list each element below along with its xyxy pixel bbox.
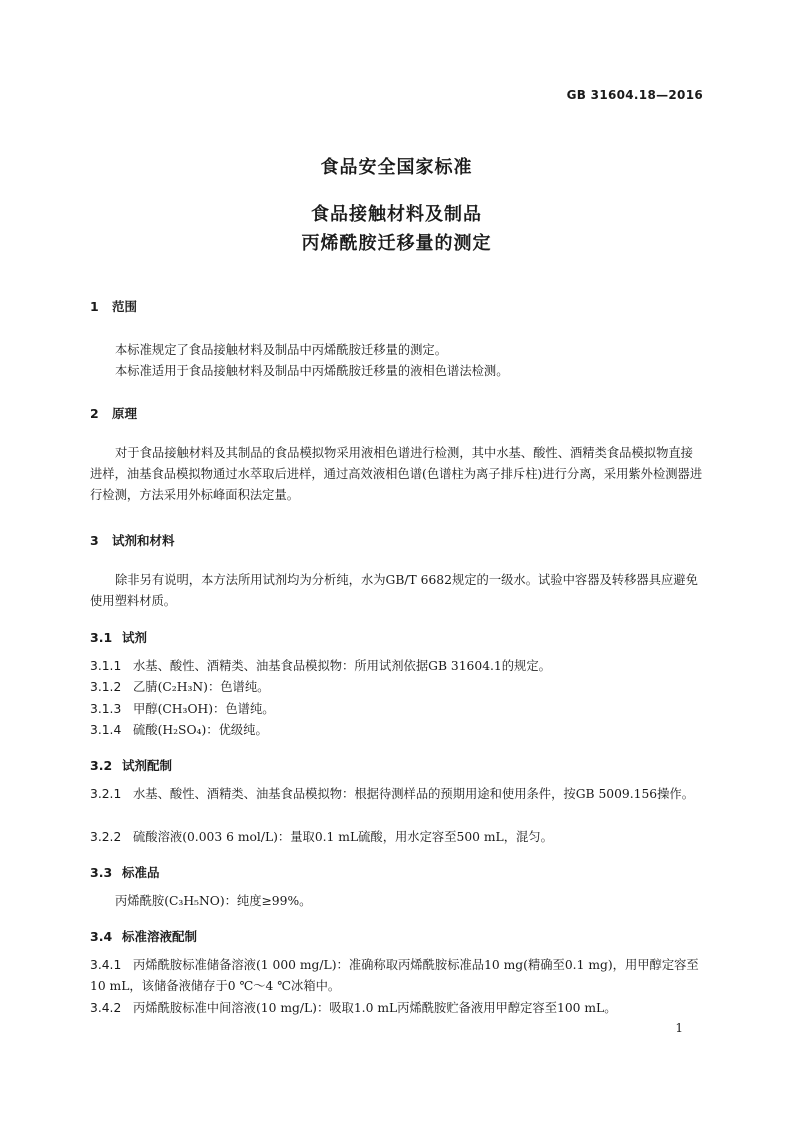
standard-code: GB 31604.18—2016 <box>566 88 703 102</box>
clause-3-1-2 <box>90 677 705 698</box>
section-number: 3 <box>90 533 99 548</box>
section-number: 3.3 <box>90 865 113 880</box>
section-number: 2 <box>90 406 99 421</box>
section-3-3-para-1: 丙烯酰胺(C₃H₅NO)：纯度≥99%。 <box>115 894 312 908</box>
clause-number: 3.4.1 <box>90 958 122 972</box>
clause-number: 3.1.2 <box>90 680 122 694</box>
clause-number: 3.2.1 <box>90 787 122 801</box>
clause-text: 丙烯酰胺标准中间溶液(10 mg/L)：吸取1.0 mL丙烯酰胺贮备液用甲醇定容至100 mL。 <box>133 1001 617 1015</box>
section-3-2-heading <box>90 756 172 774</box>
main-title: 食品安全国家标准 <box>320 157 473 178</box>
section-3-para-1: 除非另有说明，本方法所用试剂均为分析纯，水为GB/T 6682规定的一级水。试验中容器及转移器具应避免使用塑料材质。 <box>90 573 698 608</box>
clause-text: 水基、酸性、酒精类、油基食品模拟物：所用试剂依据GB 31604.1的规定。 <box>133 659 551 673</box>
clause-3-1-1 <box>90 656 705 677</box>
section-3-4-heading <box>90 927 197 945</box>
page-number: 1 <box>675 1021 683 1035</box>
clause-text: 乙腈(C₂H₃N)：色谱纯。 <box>133 680 270 694</box>
clause-number: 3.1.4 <box>90 723 122 737</box>
clause-text: 硫酸溶液(0.003 6 mol/L)：量取0.1 mL硫酸，用水定容至500 mL，混匀。 <box>133 830 553 844</box>
clause-text: 丙烯酰胺标准储备溶液(1 000 mg/L)：准确称取丙烯酰胺标准品10 mg(精确至0.1 mg)，用甲醇定容至10 mL，该储备液储存于0 ℃～4 ℃冰箱中。 <box>90 958 699 993</box>
section-2-heading <box>90 404 137 422</box>
section-title: 标准溶液配制 <box>122 929 198 944</box>
clause-3-2-2 <box>90 827 705 848</box>
section-2-para-1: 对于食品接触材料及其制品的食品模拟物采用液相色谱进行检测，其中水基、酸性、酒精类食品模拟物直接进样，油基食品模拟物通过水萃取后进样，通过高效液相色谱(色谱柱为离子排斥柱)进行分离，采用紫外检测器进行检测，方法采用外标峰面积法定量。 <box>90 446 703 502</box>
section-1-heading <box>90 297 137 315</box>
clause-number: 3.1.1 <box>90 659 122 673</box>
clause-text: 硫酸(H₂SO₄)：优级纯。 <box>133 723 268 737</box>
clause-3-2-1 <box>90 784 705 805</box>
section-title: 范围 <box>112 299 138 314</box>
section-title: 标准品 <box>122 865 160 880</box>
section-number: 3.2 <box>90 758 113 773</box>
section-number: 3.4 <box>90 929 113 944</box>
clause-3-1-3 <box>90 699 705 720</box>
section-3-1-heading <box>90 628 147 646</box>
clause-number: 3.2.2 <box>90 830 122 844</box>
section-title: 试剂 <box>122 630 148 645</box>
clause-text: 水基、酸性、酒精类、油基食品模拟物：根据待测样品的预期用途和使用条件，按GB 5009.156操作。 <box>133 787 695 801</box>
clause-3-4-2 <box>90 998 705 1019</box>
section-1-para-1: 本标准规定了食品接触材料及制品中丙烯酰胺迁移量的测定。 <box>115 343 448 357</box>
subtitle-line-1: 食品接触材料及制品 <box>311 204 482 225</box>
section-number: 3.1 <box>90 630 113 645</box>
clause-number: 3.4.2 <box>90 1001 122 1015</box>
clause-text: 甲醇(CH₃OH)：色谱纯。 <box>133 702 275 716</box>
section-title: 试剂和材料 <box>112 533 175 548</box>
subtitle-line-2: 丙烯酰胺迁移量的测定 <box>301 233 492 254</box>
clause-3-1-4 <box>90 720 705 741</box>
section-title: 试剂配制 <box>122 758 173 773</box>
section-title: 原理 <box>112 406 138 421</box>
section-3-3-heading <box>90 863 160 881</box>
clause-number: 3.1.3 <box>90 702 122 716</box>
section-number: 1 <box>90 299 99 314</box>
clause-3-4-1 <box>90 955 705 997</box>
section-3-heading <box>90 531 175 549</box>
section-1-para-2: 本标准适用于食品接触材料及制品中丙烯酰胺迁移量的液相色谱法检测。 <box>115 364 509 378</box>
